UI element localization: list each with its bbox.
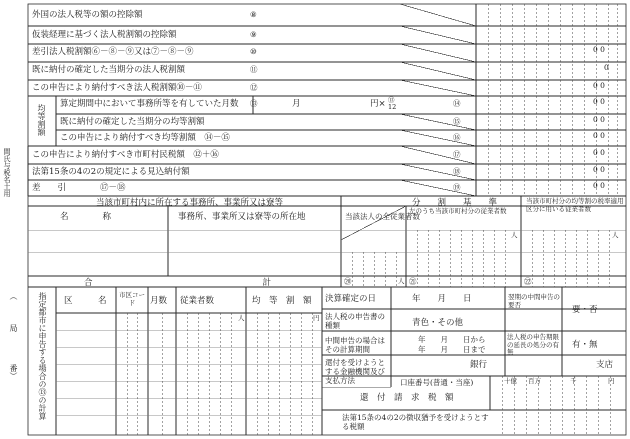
interim-to[interactable]: 年 月 日まで [418,345,486,354]
month-unit: 月 [292,99,301,109]
circle-20: ⑳ [344,277,352,286]
row-label: 仮装経理に基づく法人税割額の控除額 [32,30,177,40]
bank-label: 銀行 [470,360,488,370]
row-zeros: 0 0 [593,131,605,140]
row-number: ⑭ [453,99,461,108]
unit-yen: 円 [313,314,320,322]
designated-city-label: 指定都市に申告する場合の⑬の計算 [38,292,47,420]
row-label: 差引法人税割額⑥－⑧－⑨又は⑦－⑧－⑨ [32,47,194,57]
col-city-employees: 左のうち当該市町村分の従業者数 [409,207,507,215]
yokin-label: 翌期の中間申告の要否 [508,293,560,309]
kintou-label: 均等割額 [37,104,46,136]
unit-jyuoku: 十億 [504,377,517,385]
heading-left: 当該市町村内に所在する事務所、事業所又は寮等 [96,198,284,208]
interim-label: 中間申告の場合はその計算期間 [325,336,385,354]
kessan-label: 決算確定の日 [325,294,377,304]
row-label: 既に納付の確定した当期分の法人税割額 [32,65,186,75]
row-number: ⑨ [250,30,257,39]
row-label: この申告により納付すべき均等割額 ⑭－⑮ [60,133,230,143]
col-ku-code: 市区コード [119,291,145,307]
col-employees: 従業者数 [180,296,215,306]
row-label: 算定期間中において事務所等を有していた月数 [60,99,239,109]
row-number: ⑧ [250,10,257,19]
row-zeros: 0 0 [593,81,605,90]
row-zeros: 0 [604,63,609,72]
law-refund-label: 法第15条の4の2の徴収猶予を受けようとする税額 [342,413,489,431]
row-label: 法第15条の4の2の規定による見込納付額 [32,167,190,177]
row-number: ⑱ [453,167,461,176]
unit-person: 人 [612,231,619,239]
interim-from[interactable]: 年 月 日から [418,335,486,344]
row-number: ⑯ [453,133,461,142]
unit-person: 人 [398,277,405,285]
yen-times: 円× [370,99,386,109]
row-zeros: 0 0 [593,148,605,157]
col-ku: 区 名 [64,296,107,306]
extension-value[interactable]: 有・無 [572,340,598,350]
circle-22: ㉒ [524,277,532,286]
circle-21: ㉑ [409,277,417,286]
row-label: 差 引 ⑰－⑱ [32,183,126,193]
branch-label: 支店 [596,360,614,370]
unit-en: 円 [608,377,615,385]
row-zeros: 0 0 [593,45,605,54]
phone-area-label: （ 局 番） [9,292,18,380]
extension-label: 法人税の申告期限の延長の処分の有無 [507,333,559,356]
fraction-numerator: ⑬ [388,96,395,104]
row-number: ⑫ [250,83,258,92]
fraction-denominator: 12 [388,103,397,111]
refund-label: 還付を受けようとする金融機関及び支払方法 [325,358,385,385]
blue-label: 法人税の申告書の種類 [325,312,385,330]
unit-person: 人 [238,314,245,322]
row-number: ⑲ [453,183,461,192]
total-label: 合 計 [84,278,272,288]
unit-sen: 千 [570,377,577,385]
blue-value[interactable]: 青色・その他 [412,318,464,328]
unit-hyakuman: 百万 [528,377,541,385]
row-number: ⑰ [453,150,461,159]
yokin-value[interactable]: 要・否 [572,305,598,315]
kessan-value[interactable]: 年 月 日 [412,294,472,304]
row-number: ⑩ [250,47,257,56]
col-total-employees: 当該法人の全従業者数 [345,212,420,221]
row-zeros: 0 0 [593,115,605,124]
row-label: この申告により納付すべき法人税割額⑩－⑪ [32,83,202,93]
heading-mid: 分 割 基 準 [412,198,498,208]
account-label: 口座番号(普通・当座) [400,378,474,387]
row-zeros: 0 0 [593,165,605,174]
col-months: 月数 [150,296,168,306]
row-number: ⑮ [453,117,461,126]
row-number: ⑪ [250,65,258,74]
sub-label: 間氏与税名土用 [3,148,11,197]
row-zeros: 0 0 [593,97,605,106]
col-kintou: 均 等 割 額 [252,296,312,306]
col-name: 名 称 [60,212,112,222]
heading-right: 当該市町村分の均等割の税率適用区分に用いる従業者数 [526,197,624,213]
refund-amount-label: 還 付 請 求 税 額 [360,393,454,403]
row-number: ⑬ [250,99,258,108]
row-label: 既に納付の確定した当期分の均等割額 [60,117,205,127]
row-label: この申告により納付すべき市町村民税額 ⑫＋⑯ [32,150,219,160]
unit-person: 人 [511,231,518,239]
col-address: 事務所、事業所又は寮等の所在地 [178,212,306,222]
row-label: 外国の法人税等の額の控除額 [32,10,143,20]
row-zeros: 0 0 [593,181,605,190]
